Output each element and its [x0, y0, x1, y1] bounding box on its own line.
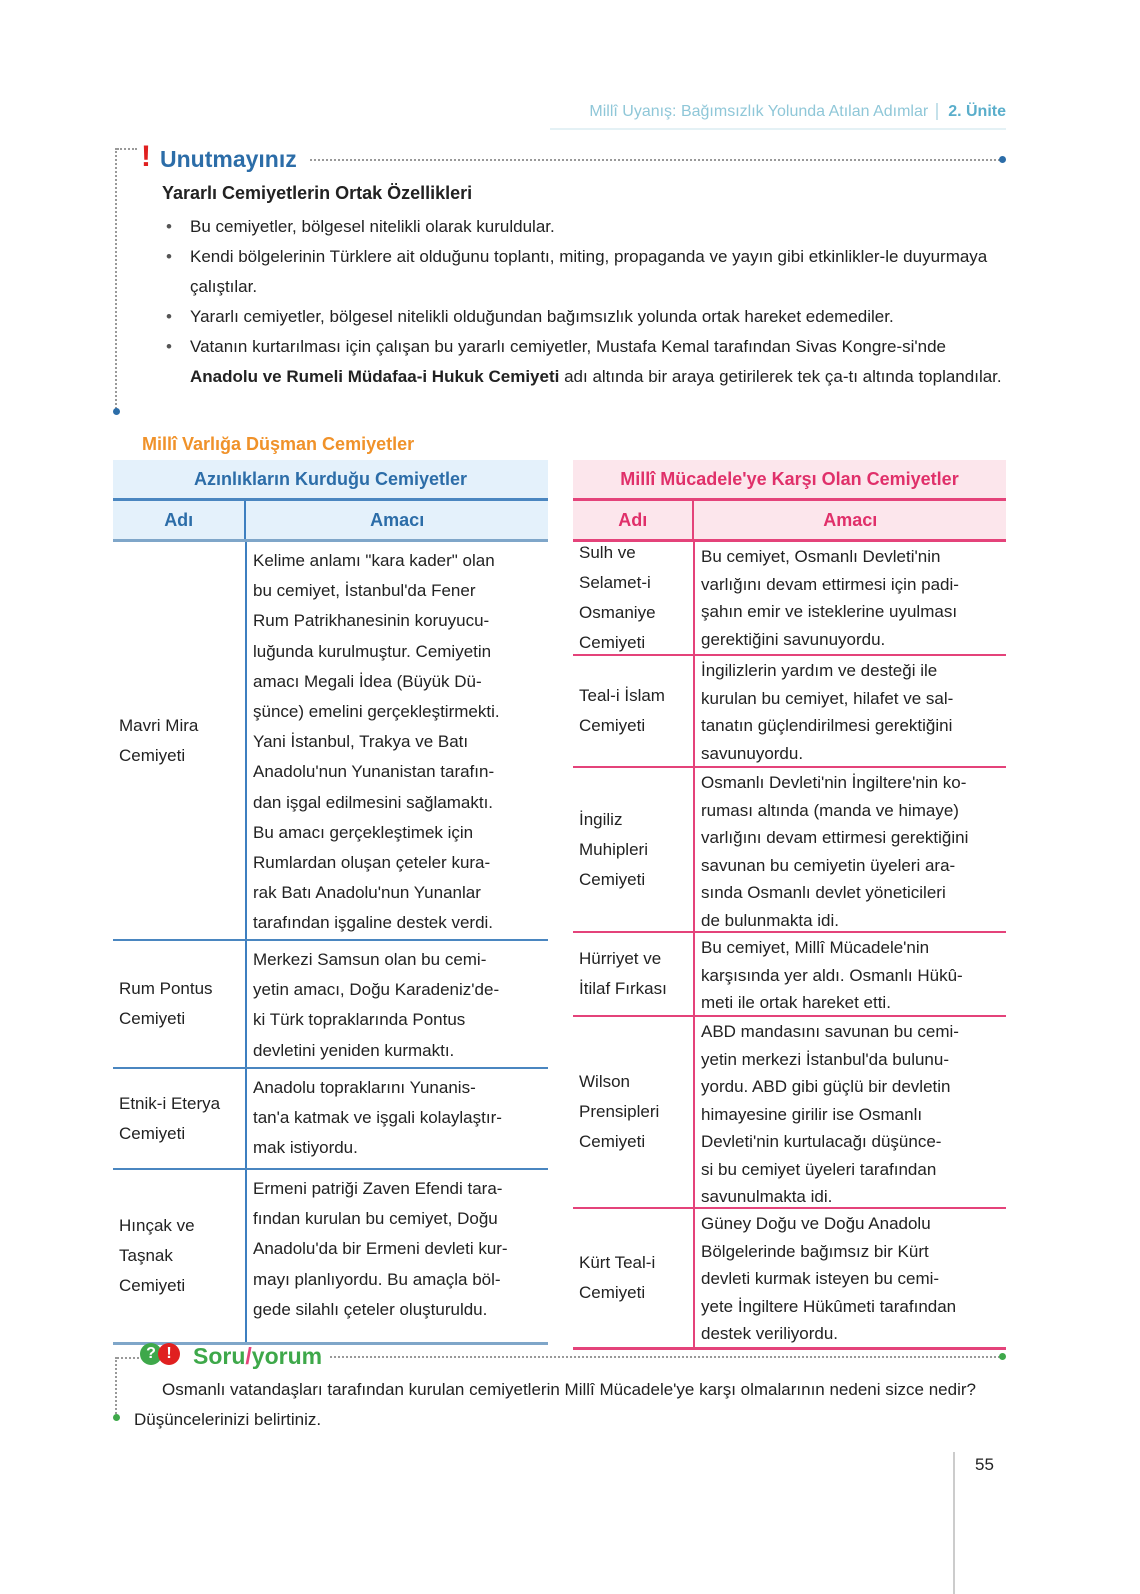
unit-label: 2. Ünite	[936, 103, 1006, 120]
exclamation-icon: !	[141, 140, 151, 173]
column-header-name: Adı	[618, 510, 648, 530]
section-title: Millî Varlığa Düşman Cemiyetler	[142, 434, 415, 454]
running-header	[589, 103, 1006, 121]
title-separator: /	[245, 1343, 252, 1369]
page-number: 55	[975, 1455, 994, 1474]
table-row	[113, 542, 548, 941]
list-item: • Bu cemiyetler, bölgesel nitelikli olarak kuruldular.	[162, 212, 1007, 242]
society-name: Teal-i İslam Cemiyeti	[579, 686, 665, 735]
reminder-title: Unutmayınız	[160, 146, 297, 172]
society-name: Etnik-i Eterya Cemiyeti	[119, 1093, 221, 1143]
society-purpose: Bu cemiyet, Millî Mücadele'nin karşısında yer aldı. Osmanlı Hükû- meti ile ortak hareket etti.	[693, 933, 1006, 1015]
reminder-list	[162, 212, 1007, 392]
society-purpose: Ermeni patriği Zaven Efendi tara- fından kurulan bu cemiyet, Doğu Anadolu'da bir Ermeni devleti kur- mayı planlıyordu. Bu amaçla böl- gede silahlı çeteler oluşturuldu.	[245, 1170, 548, 1342]
divider-dot	[113, 1414, 120, 1421]
society-name: Mavri Mira Cemiyeti	[119, 715, 199, 765]
table-header	[113, 501, 548, 542]
question-box-border	[115, 1357, 117, 1417]
table-header	[573, 501, 1006, 542]
reminder-subtitle: Yararlı Cemiyetlerin Ortak Özellikleri	[162, 183, 473, 203]
table-title: Millî Mücadele'ye Karşı Olan Cemiyetler	[573, 460, 1006, 501]
society-purpose: ABD mandasını savunan bu cemi- yetin merkezi İstanbul'da bulunu- yordu. ABD gibi güçlü bir devletin himayesine girilir ise Osmanlı Devleti'nin kurtulacağı düşünce- si bu cemiyet üyeleri tarafından savunulmakta idi.	[693, 1017, 1006, 1207]
table-row	[113, 941, 548, 1069]
title-part: yorum	[251, 1343, 323, 1369]
society-purpose: Osmanlı Devleti'nin İngiltere'nin ko- ruması altında (manda ve himaye) varlığını devam ettirmesi gerektiğini savunan bu cemiyetin üyeleri ara- sında Osmanlı devlet yöneticileri de bulunmakta idi.	[693, 768, 1006, 931]
minority-societies-table	[113, 460, 548, 1345]
table-row	[573, 542, 1006, 656]
opposing-societies-table	[573, 460, 1006, 1350]
society-name: Wilson Prensipleri Cemiyeti	[579, 1072, 660, 1151]
emphasis: Anadolu ve Rumeli Müdafaa-i Hukuk Cemiyeti	[190, 367, 560, 386]
divider	[117, 148, 137, 150]
society-purpose: Anadolu topraklarını Yunanis- tan'a katmak ve işgali kolaylaştır- mak istiyordu.	[245, 1069, 548, 1168]
table-row	[573, 768, 1006, 933]
column-header-name: Adı	[164, 510, 194, 530]
divider-dot	[999, 156, 1006, 163]
table-row	[573, 933, 1006, 1017]
table-row	[113, 1170, 548, 1345]
divider	[117, 1357, 139, 1359]
divider-dot	[113, 408, 120, 415]
society-name: Hınçak ve Taşnak Cemiyeti	[119, 1216, 195, 1295]
table-title: Azınlıkların Kurduğu Cemiyetler	[113, 460, 548, 501]
item-text: Vatanın kurtarılması için çalışan bu yararlı cemiyetler, Mustafa Kemal tarafından Sivas Kongre-si'nde	[190, 337, 947, 356]
page-rule	[953, 1452, 955, 1594]
society-purpose: Kelime anlamı "kara kader" olan bu cemiyet, İstanbul'da Fener Rum Patrikhanesinin koruyucu- luğunda kurulmuştur. Cemiyetin amacı Megali İdea (Büyük Dü- şünce) emelini gerçekleştirmekti. Yani İstanbul, Trakya ve Batı Anadolu'nun Yunanistan tarafın- dan işgal edilmesini sağlamaktı. Bu amacı gerçekleştimek için Rumlardan oluşan çeteler kura- rak Batı Anadolu'nun Yunanlar tarafından işgaline destek verdi.	[245, 542, 548, 939]
society-purpose: Bu cemiyet, Osmanlı Devleti'nin varlığını devam ettirmesi için padi- şahın emir ve isteklerine uyulması gerektiğini savunuyordu.	[693, 542, 1006, 654]
column-header-purpose: Amacı	[692, 501, 1006, 539]
list-item: • Yararlı cemiyetler, bölgesel nitelikli olduğundan bağımsızlık yolunda ortak hareket edemediler.	[162, 302, 1007, 332]
table-row	[573, 1209, 1006, 1350]
question-bubble-icon: ? !	[140, 1343, 180, 1365]
divider	[310, 159, 1000, 161]
society-name: Hürriyet ve İtilaf Fırkası	[579, 949, 667, 998]
society-name: Sulh ve Selamet-i Osmaniye Cemiyeti	[579, 543, 656, 652]
title-part: Soru	[193, 1343, 246, 1369]
reminder-box-border	[115, 148, 117, 413]
question-title	[193, 1343, 322, 1370]
question-text: Osmanlı vatandaşları tarafından kurulan cemiyetlerin Millî Mücadele'ye karşı olmalarının nedeni sizce nedir? Düşüncelerinizi belirtiniz.	[134, 1380, 976, 1429]
table-row	[573, 1017, 1006, 1209]
divider	[330, 1356, 1000, 1358]
divider-dot	[999, 1353, 1006, 1360]
society-name: Kürt Teal-i Cemiyeti	[579, 1253, 656, 1302]
society-purpose: Merkezi Samsun olan bu cemi- yetin amacı, Doğu Karadeniz'de- ki Türk topraklarında Pontus devletini yeniden kurmaktı.	[245, 941, 548, 1067]
chapter-title: Millî Uyanış: Bağımsızlık Yolunda Atılan Adımlar	[589, 103, 929, 120]
society-name: İngiliz Muhipleri Cemiyeti	[579, 809, 648, 889]
table-row	[113, 1069, 548, 1170]
header-rule	[550, 128, 1006, 130]
society-purpose: Güney Doğu ve Doğu Anadolu Bölgelerinde bağımsız bir Kürt devleti kurmak isteyen bu cemi- yete İngiltere Hükûmeti tarafından destek veriliyordu.	[693, 1209, 1006, 1347]
item-text: adı altında bir araya getirilerek tek ça-tı altında toplandılar.	[564, 367, 1002, 386]
list-item	[162, 332, 1007, 392]
list-item: • Kendi bölgelerinin Türklere ait olduğunu toplantı, miting, propaganda ve yayın gibi etkinlikler-le duyurmaya çalıştılar.	[162, 242, 1007, 302]
society-purpose: İngilizlerin yardım ve desteği ile kurulan bu cemiyet, hilafet ve sal- tanatın güçlendirilmesi gerektiğini savunuyordu.	[693, 656, 1006, 766]
table-row	[573, 656, 1006, 768]
column-header-purpose: Amacı	[244, 501, 548, 539]
society-name: Rum Pontus Cemiyeti	[119, 979, 213, 1028]
